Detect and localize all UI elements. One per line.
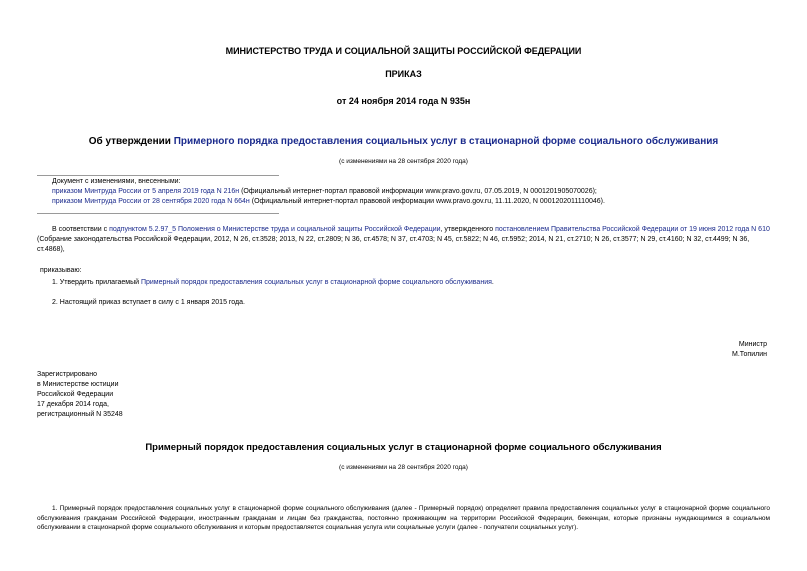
annex-link[interactable]: Примерный порядок предоставления социальных услуг в стационарной форме социального обслуживания — [140, 279, 492, 286]
amendment-item — [52, 197, 772, 207]
amendments-label: Документ с изменениями, внесенными: — [52, 178, 181, 185]
amendment-link[interactable]: приказом Минтруда России от 5 апреля 2019 года N 216н — [52, 188, 240, 195]
order-changes-note: (с изменениями на 28 сентября 2020 года) — [339, 158, 468, 165]
amendment-item — [52, 187, 772, 197]
annex-changes-note: (с изменениями на 28 сентября 2020 года) — [339, 464, 468, 471]
preamble-text: , утвержденного — [440, 226, 496, 233]
order-item-1-prefix: 1. Утвердить прилагаемый — [52, 279, 141, 286]
order-item-1 — [52, 278, 772, 288]
amendments-block — [52, 177, 772, 207]
amendments-bottom-rule — [37, 213, 279, 214]
annex-title: Примерный порядок предоставления социальных услуг в стационарной форме социального обслуживания — [145, 442, 662, 453]
government-decree-link[interactable]: постановлением Правительства Российской Федерации от 19 июня 2012 года N 610 — [495, 226, 770, 233]
registration-line: Зарегистрировано — [37, 371, 97, 378]
order-title-link[interactable]: Примерного порядка предоставления социальных услуг в стационарной форме социального обслуживания — [173, 136, 719, 147]
amendment-source: (Официальный интернет-портал правовой информации www.pravo.gov.ru, 07.05.2019, N 0001201905070026); — [239, 188, 597, 195]
preamble-text: (Собрание законодательства Российской Федерации, 2012, N 26, ст.3528; 2013, N 22, ст.2809; N 36, ст.4578; N 37, ст.4703; N 45, ст.5822; N 46, ст.5952; 2014, N 21, ст.2710; N 26, ст.3577; N 29, ст.4160; N 32, ст.4499; N 36, ст.4868), — [37, 236, 750, 253]
doc-type-heading: ПРИКАЗ — [385, 69, 422, 79]
date-number-heading: от 24 ноября 2014 года N 935н — [336, 96, 471, 106]
amendment-source: (Официальный интернет-портал правовой информации www.pravo.gov.ru, 11.11.2020, N 0001202011110046). — [249, 198, 605, 205]
annex-paragraph-1: 1. Примерный порядок предоставления социальных услуг в стационарной форме социального обслуживания (далее - Примерный порядок) определяет правила предоставления социальных услуг в стационарной форме социального обслуживания гражданам Российской Федерации, иностранным гражданам и лицам без гражданства, постоянно проживающим на территории Российской Федерации, беженцам, которые признаны нуждающимися в социальном обслуживании в стационарной форме социального обслуживания и которым предоставляется социальная услуга или социальные услуги (далее - получатели социальных услуг). — [37, 505, 770, 531]
order-item-2: 2. Настоящий приказ вступает в силу с 1 января 2015 года. — [52, 299, 245, 306]
registration-line: регистрационный N 35248 — [37, 411, 123, 418]
order-item-1-suffix: . — [491, 279, 494, 286]
registration-line: в Министерстве юстиции — [37, 381, 119, 388]
order-title-prefix: Об утверждении — [88, 136, 174, 147]
orders-word: приказываю: — [40, 267, 82, 274]
preamble-text: В соответствии с — [52, 226, 110, 233]
ministry-heading: МИНИСТЕРСТВО ТРУДА И СОЦИАЛЬНОЙ ЗАЩИТЫ РОССИЙСКОЙ ФЕДЕРАЦИИ — [225, 46, 582, 56]
order-title — [0, 136, 807, 147]
regulation-link[interactable]: подпунктом 5.2.97_5 Положения о Министерстве труда и социальной защиты Российской Федерации — [109, 226, 441, 233]
amendments-top-rule — [37, 175, 279, 176]
registration-line: Российской Федерации — [37, 391, 114, 398]
signature-position: Министр — [738, 341, 767, 348]
registration-block — [37, 370, 123, 420]
preamble-paragraph — [37, 225, 770, 255]
amendment-link[interactable]: приказом Минтруда России от 28 сентября 2020 года N 664н — [52, 198, 250, 205]
registration-line: 17 декабря 2014 года, — [37, 401, 109, 408]
signature-name: М.Топилин — [732, 351, 767, 358]
